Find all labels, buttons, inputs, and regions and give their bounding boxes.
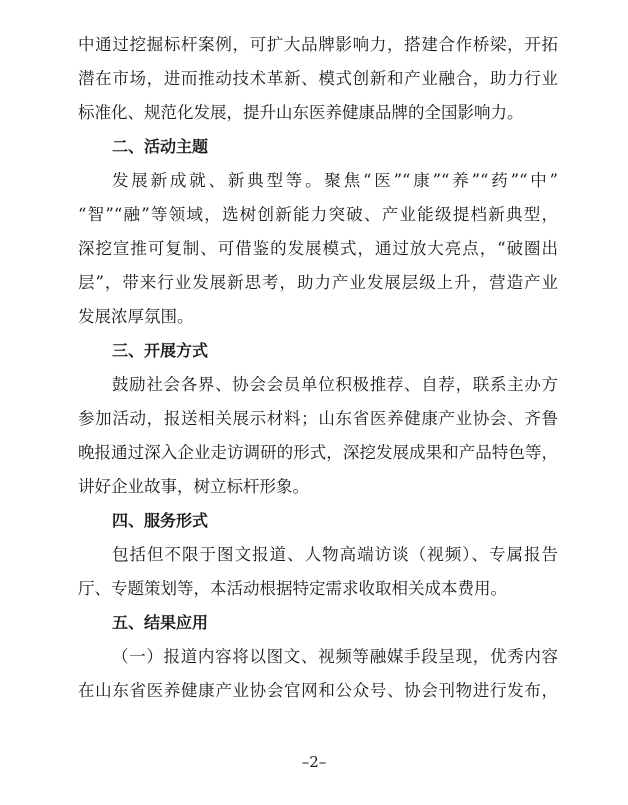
paragraph-line: “智”“融”等领域，选树创新能力突破、产业能级提档新典型， [78,205,558,224]
paragraph-line: 参加活动，报送相关展示材料；山东省医养健康产业协会、齐鲁 [78,409,558,428]
section-heading: 四、服务形式 [112,511,209,530]
paragraph-line: 层”，带来行业发展新思考，助力产业发展层级上升，营造产业 [78,273,558,292]
paragraph-line: 标准化、规范化发展，提升山东医养健康品牌的全国影响力。 [78,103,524,122]
paragraph-line: 鼓励社会各界、协会会员单位积极推荐、自荐，联系主办方 [112,375,558,394]
paragraph-line: 晚报通过深入企业走访调研的形式，深挖发展成果和产品特色等， [78,443,558,462]
paragraph-line: 发展新成就、新典型等。聚焦“医”“康”“养”“药”“中” [112,171,558,190]
paragraph-line: （一）报道内容将以图文、视频等融媒手段呈现，优秀内容 [112,647,558,666]
paragraph-line: 包括但不限于图文报道、人物高端访谈（视频）、专属报告 [112,545,558,564]
page-number: –2– [301,753,327,771]
paragraph-line: 潜在市场，进而推动技术革新、模式创新和产业融合，助力行业 [78,69,558,88]
section-heading: 二、活动主题 [112,137,209,156]
paragraph-line: 讲好企业故事，树立标杆形象。 [78,477,309,496]
section-heading: 五、结果应用 [112,613,209,632]
paragraph-line: 厅、专题策划等，本活动根据特定需求收取相关成本费用。 [78,579,507,598]
section-heading: 三、开展方式 [112,341,209,360]
paragraph-line: 深挖宣推可复制、可借鉴的发展模式，通过放大亮点，“破圈出 [78,239,558,258]
paragraph-line: 在山东省医养健康产业协会官网和公众号、协会刊物进行发布， [78,681,558,700]
paragraph-line: 发展浓厚氛围。 [78,307,194,326]
paragraph-line: 中通过挖掘标杆案例，可扩大品牌影响力，搭建合作桥梁，开拓 [78,35,558,54]
